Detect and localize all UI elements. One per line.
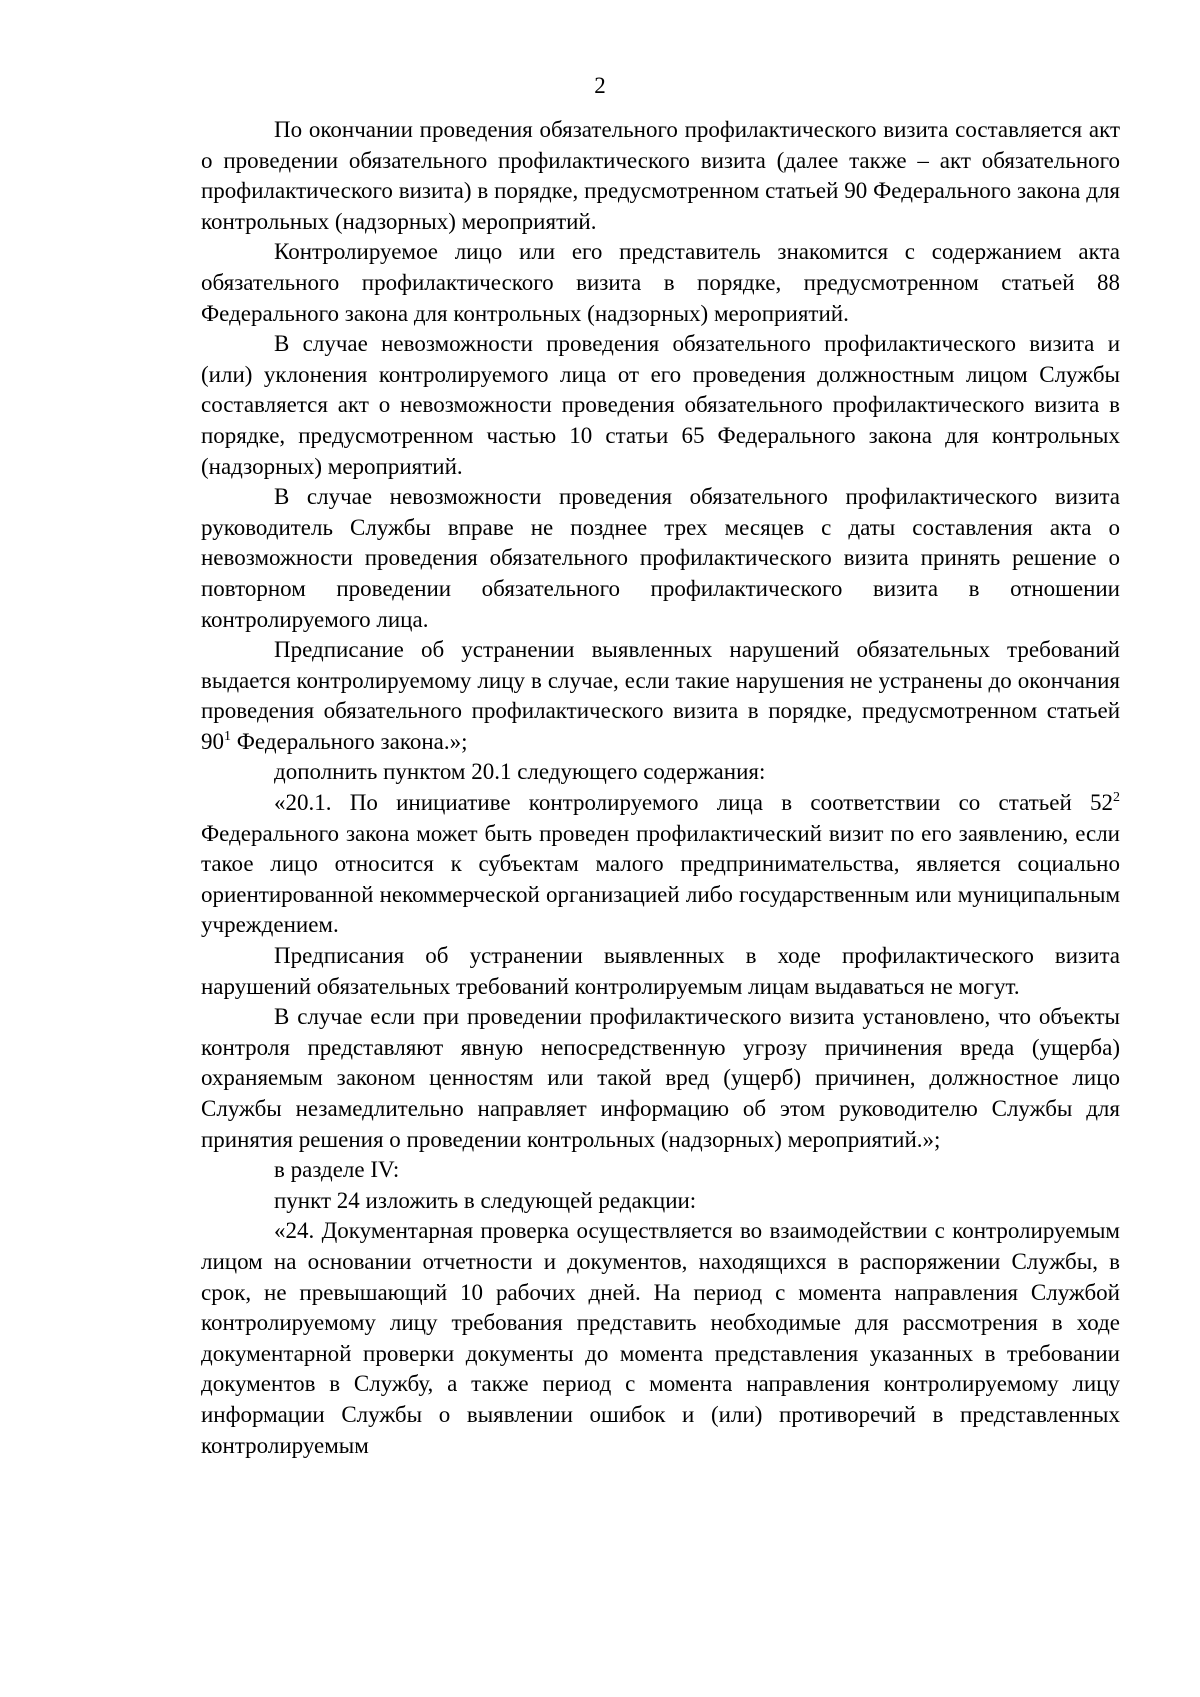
- paragraph: [201, 115, 1120, 237]
- document-body: [201, 115, 1120, 1461]
- paragraph-text: «20.1. По инициативе контролируемого лица в соответствии со статьей 52: [274, 790, 1113, 816]
- paragraph: [201, 788, 1120, 941]
- paragraph-text: дополнить пунктом 20.1 следующего содержания:: [274, 759, 766, 785]
- paragraph-text: Контролируемое лицо или его представитель знакомится с содержанием акта обязательного профилактического визита в порядке, предусмотренном статьей 88 Федерального закона для контрольных (надзорных) мероприятий.: [201, 239, 1120, 326]
- paragraph: [201, 1216, 1120, 1461]
- paragraph: [201, 635, 1120, 757]
- paragraph-text: пункт 24 изложить в следующей редакции:: [274, 1187, 697, 1213]
- paragraph-text: В случае если при проведении профилактического визита установлено, что объекты контроля представляют явную непосредственную угрозу причинения вреда (ущерба) охраняемым законом ценностям или такой вред (ущерб) причинен, должностное лицо Службы незамедлительно направляет информацию об этом руководителю Службы для принятия решения о проведении контрольных (надзорных) мероприятий.»;: [201, 1004, 1120, 1152]
- paragraph-text-continued: Федерального закона может быть проведен профилактический визит по его заявлению, если такое лицо относится к субъектам малого предпринимательства, является социально ориентированной некоммерческой организацией либо государственным или муниципальным учреждением.: [201, 820, 1120, 938]
- paragraph: [201, 1186, 1120, 1217]
- paragraph: [201, 1002, 1120, 1155]
- paragraph: [201, 757, 1120, 788]
- paragraph-text-continued: Федерального закона.»;: [231, 728, 468, 754]
- superscript: 2: [1113, 790, 1120, 806]
- paragraph-text: В случае невозможности проведения обязательного профилактического визита руководитель Службы вправе не позднее трех месяцев с даты составления акта о невозможности проведения обязательного профилактического визита принять решение о повторном проведении обязательного профилактического визита в отношении контролируемого лица.: [201, 484, 1120, 632]
- paragraph: [201, 1155, 1120, 1186]
- paragraph-text: «24. Документарная проверка осуществляется во взаимодействии с контролируемым лицом на основании отчетности и документов, находящихся в распоряжении Службы, в срок, не превышающий 10 рабочих дней. На период с момента направления Службой контролируемому лицу требования представить необходимые для рассмотрения в ходе документарной проверки документы до момента представления указанных в требовании документов в Службу, а также период с момента направления контролируемому лицу информации Службы о выявлении ошибок и (или) противоречий в представленных контролируемым: [201, 1218, 1120, 1458]
- superscript: 1: [224, 728, 231, 744]
- page-number: 2: [594, 73, 606, 98]
- paragraph: [201, 941, 1120, 1002]
- paragraph: [201, 482, 1120, 635]
- paragraph-text: По окончании проведения обязательного профилактического визита составляется акт о проведении обязательного профилактического визита (далее также – акт обязательного профилактического визита) в порядке, предусмотренном статьей 90 Федерального закона для контрольных (надзорных) мероприятий.: [201, 117, 1120, 234]
- paragraph-text: в разделе IV:: [274, 1157, 400, 1183]
- paragraph-text: Предписание об устранении выявленных нарушений обязательных требований выдается контролируемому лицу в случае, если такие нарушения не устранены до окончания проведения обязательного профилактического визита в порядке, предусмотренном статьей 90: [201, 637, 1120, 754]
- paragraph-text: В случае невозможности проведения обязательного профилактического визита и (или) уклонения контролируемого лица от его проведения должностным лицом Службы составляется акт о невозможности проведения обязательного профилактического визита в порядке, предусмотренном частью 10 статьи 65 Федерального закона для контрольных (надзорных) мероприятий.: [201, 331, 1120, 479]
- paragraph: [201, 237, 1120, 329]
- paragraph-text: Предписания об устранении выявленных в ходе профилактического визита нарушений обязательных требований контролируемым лицам выдаваться не могут.: [201, 943, 1120, 999]
- paragraph: [201, 329, 1120, 482]
